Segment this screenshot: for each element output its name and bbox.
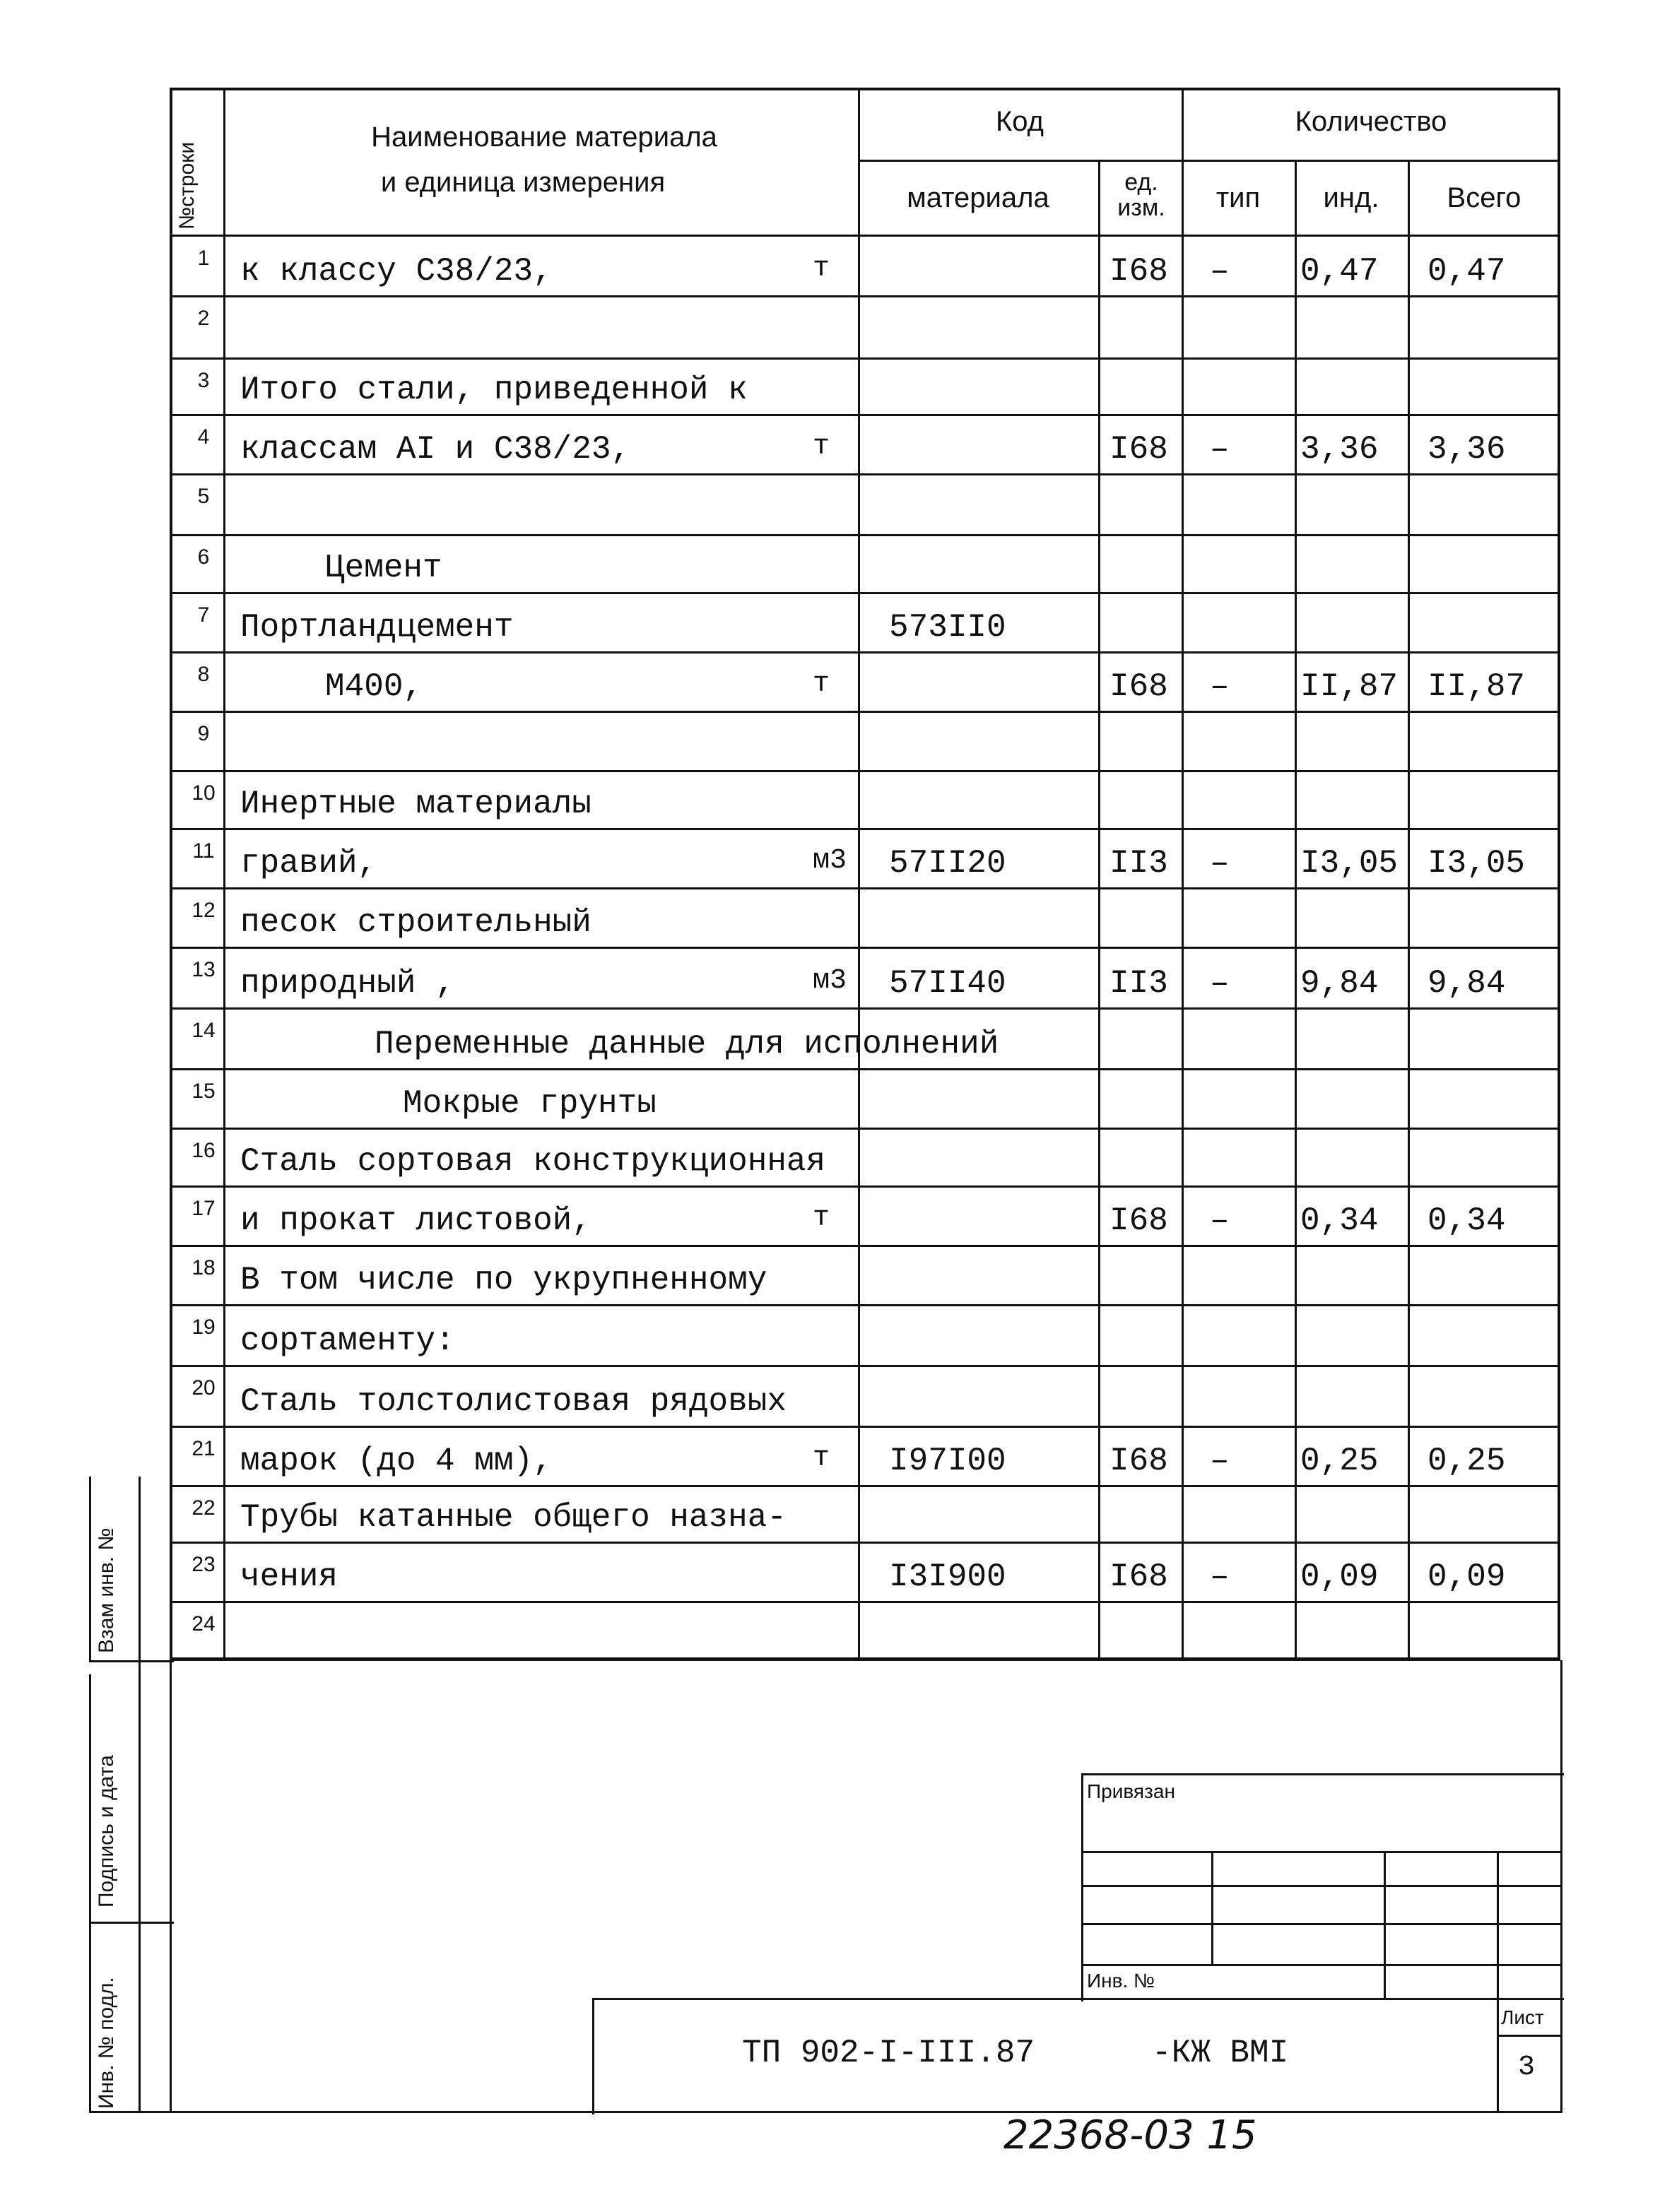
- row-number: 11: [192, 839, 215, 863]
- row-line: [170, 651, 1560, 653]
- header-code-material: материала: [907, 182, 1049, 213]
- stamp-line-4: [1081, 1964, 1562, 1966]
- unit-code: I68: [1109, 1559, 1168, 1595]
- frame-left-lower: [170, 1660, 172, 2112]
- row-number: 8: [197, 663, 210, 686]
- material-name: Цемент: [325, 550, 442, 586]
- side-line-3: [139, 1477, 141, 2112]
- stamp-privyazan-box: [1081, 1773, 1564, 2001]
- side-label-inv-podl: Инв. № подл.: [95, 1977, 118, 2109]
- material-name: марок (до 4 мм),: [240, 1443, 553, 1479]
- qty-ind: 9,84: [1300, 965, 1379, 1002]
- row-line: [170, 1426, 1560, 1428]
- unit-code: II3: [1109, 845, 1168, 882]
- row-line: [170, 473, 1560, 475]
- row-line: [170, 1185, 1560, 1188]
- stamp-line-1: [1081, 1851, 1562, 1853]
- material-name: Итого стали, приведенной к: [240, 372, 748, 408]
- material-name: Переменные данные для исполнений: [375, 1026, 999, 1063]
- row-line: [170, 1601, 1560, 1603]
- row-number: 18: [192, 1256, 216, 1279]
- handwritten-number: 22368-03 15: [1003, 2112, 1257, 2158]
- qty-type: –: [1210, 845, 1230, 882]
- material-name: Инертные материалы: [240, 786, 591, 822]
- sheet-label: Лист: [1501, 2006, 1544, 2028]
- row-line: [170, 711, 1560, 713]
- row-number: 9: [197, 722, 210, 745]
- qty-total: 0,25: [1428, 1443, 1506, 1479]
- row-line: [170, 1304, 1560, 1306]
- material-name: и прокат листовой,: [240, 1202, 591, 1239]
- qty-total: II,87: [1428, 668, 1526, 705]
- stamp-line-3: [1081, 1923, 1562, 1925]
- row-line: [170, 1128, 1560, 1130]
- row-number: 15: [192, 1080, 216, 1103]
- unit-code: I68: [1109, 253, 1168, 290]
- material-code: 57II40: [889, 965, 1006, 1002]
- doc-code: ТП 902-I-III.87: [742, 2035, 1035, 2071]
- row-number: 22: [192, 1496, 216, 1520]
- row-number: 19: [192, 1315, 216, 1339]
- row-line: [170, 947, 1560, 949]
- row-line: [170, 534, 1560, 536]
- row-number: 5: [197, 485, 210, 508]
- qty-ind: 0,34: [1300, 1202, 1379, 1239]
- qty-type: –: [1210, 253, 1230, 290]
- material-code: I3I900: [889, 1559, 1006, 1595]
- material-name: классам АI и С38/23,: [240, 431, 631, 468]
- unit-code: I68: [1109, 1443, 1168, 1479]
- row-number: 16: [192, 1139, 216, 1162]
- material-name: М400,: [325, 668, 423, 705]
- material-code: I97I00: [889, 1443, 1006, 1479]
- row-line: [170, 1245, 1560, 1247]
- row-line: [170, 1007, 1560, 1010]
- header-bottom-line: [170, 235, 1560, 237]
- stamp-inv-no-label: Инв. №: [1087, 1970, 1155, 1992]
- doc-suffix: -КЖ ВМI: [1152, 2035, 1289, 2071]
- qty-type: –: [1210, 431, 1230, 468]
- row-number: 3: [197, 369, 210, 392]
- unit-code: I68: [1109, 1202, 1168, 1239]
- qty-ind: 0,47: [1300, 253, 1379, 290]
- col-line-unit: [1182, 88, 1184, 1660]
- row-line: [170, 592, 1560, 594]
- unit-code: II3: [1109, 965, 1168, 1002]
- qty-total: 0,47: [1428, 253, 1506, 290]
- row-number: 4: [197, 425, 210, 449]
- row-line: [170, 1068, 1560, 1070]
- header-qty-total: Всего: [1447, 182, 1521, 213]
- qty-ind: 0,25: [1300, 1443, 1379, 1479]
- stamp-vline-3: [1497, 1851, 1499, 1999]
- material-unit: м3: [813, 965, 847, 997]
- material-unit: т: [813, 668, 830, 700]
- row-number: 1: [197, 247, 210, 270]
- material-name: Сталь толстолистовая рядовых: [240, 1383, 787, 1420]
- row-number: 10: [192, 781, 216, 805]
- row-line: [170, 770, 1560, 772]
- qty-ind: I3,05: [1300, 845, 1399, 882]
- row-number: 2: [197, 307, 210, 330]
- qty-total: 0,34: [1428, 1202, 1506, 1239]
- qty-total: 3,36: [1428, 431, 1506, 468]
- material-code: 57II20: [889, 845, 1006, 882]
- material-name: песок строительный: [240, 904, 591, 941]
- row-number: 12: [192, 899, 216, 922]
- qty-ind: 0,09: [1300, 1559, 1379, 1595]
- row-line: [170, 1365, 1560, 1367]
- side-label-vzam: Взам инв. №: [95, 1527, 118, 1653]
- col-line-type: [1295, 160, 1297, 1660]
- material-unit: м3: [813, 845, 847, 877]
- row-line: [170, 887, 1560, 889]
- col-line-name: [858, 88, 860, 1660]
- side-line-1: [89, 1477, 91, 1660]
- side-label-podpis: Подпись и дата: [95, 1755, 118, 1908]
- row-number: 20: [192, 1376, 216, 1400]
- row-line: [170, 828, 1560, 830]
- row-line: [170, 1485, 1560, 1487]
- qty-type: –: [1210, 668, 1230, 705]
- col-line-ind: [1408, 160, 1410, 1660]
- row-number: 23: [192, 1553, 216, 1576]
- qty-type: –: [1210, 1559, 1230, 1595]
- material-name: В том числе по укрупненному: [240, 1262, 767, 1299]
- title-block-sheet-divider: [1497, 1998, 1499, 2112]
- material-name: к классу С38/23,: [240, 253, 553, 290]
- material-name: природный ,: [240, 965, 455, 1002]
- row-line: [170, 295, 1560, 297]
- row-number: 21: [192, 1437, 216, 1460]
- row-line: [170, 1542, 1560, 1544]
- col-line-rownum: [223, 88, 225, 1660]
- material-name: Трубы катанные общего назна-: [240, 1499, 787, 1536]
- header-qty-type: тип: [1215, 182, 1261, 213]
- side-hline-1: [89, 1660, 174, 1662]
- row-number: 17: [192, 1197, 216, 1220]
- qty-total: 0,09: [1428, 1559, 1506, 1595]
- title-block-sheet-line: [1497, 2035, 1562, 2037]
- material-code: 573II0: [889, 609, 1006, 646]
- qty-type: –: [1210, 965, 1230, 1002]
- material-name: чения: [240, 1559, 339, 1595]
- title-block: [592, 1998, 1564, 2115]
- qty-total: 9,84: [1428, 965, 1506, 1002]
- header-code-unit: ед. изм.: [1117, 169, 1165, 221]
- stamp-line-2: [1081, 1885, 1562, 1887]
- material-name: Портландцемент: [240, 609, 514, 646]
- row-line: [170, 1659, 1560, 1661]
- sheet-number: 3: [1518, 2052, 1536, 2083]
- material-name: Мокрые грунты: [403, 1085, 657, 1122]
- stamp-vline-2: [1384, 1851, 1386, 1999]
- unit-code: I68: [1109, 431, 1168, 468]
- row-number: 7: [197, 603, 210, 627]
- material-unit: т: [813, 431, 830, 463]
- header-row-no: №строки: [175, 141, 199, 230]
- unit-code: I68: [1109, 668, 1168, 705]
- row-number: 6: [197, 545, 210, 569]
- stamp-vline-1: [1211, 1851, 1213, 1965]
- material-name: Сталь сортовая конструкционная: [240, 1143, 826, 1180]
- material-unit: т: [813, 1443, 830, 1474]
- material-unit: т: [813, 1202, 830, 1234]
- header-code: Код: [995, 106, 1044, 137]
- qty-type: –: [1210, 1443, 1230, 1479]
- row-number: 24: [192, 1612, 216, 1636]
- qty-total: I3,05: [1428, 845, 1526, 882]
- header-qty-ind: инд.: [1323, 182, 1379, 213]
- header-mid-line: [858, 160, 1560, 162]
- material-name: гравий,: [240, 845, 377, 882]
- header-quantity: Количество: [1295, 106, 1447, 137]
- row-number: 13: [192, 958, 216, 981]
- material-name: сортаменту:: [240, 1323, 455, 1359]
- side-line-2: [89, 1674, 91, 2112]
- header-name: Наименование материала: [371, 122, 717, 153]
- row-line: [170, 357, 1560, 360]
- qty-ind: II,87: [1300, 668, 1399, 705]
- side-hline-2: [89, 1922, 174, 1924]
- material-unit: т: [813, 253, 830, 285]
- row-number: 14: [192, 1019, 216, 1042]
- header-name-2: и единица измерения: [380, 167, 666, 198]
- qty-type: –: [1210, 1202, 1230, 1239]
- row-line: [170, 414, 1560, 416]
- qty-ind: 3,36: [1300, 431, 1379, 468]
- col-line-code: [1098, 160, 1100, 1660]
- stamp-privyazan-label: Привязан: [1087, 1780, 1175, 1802]
